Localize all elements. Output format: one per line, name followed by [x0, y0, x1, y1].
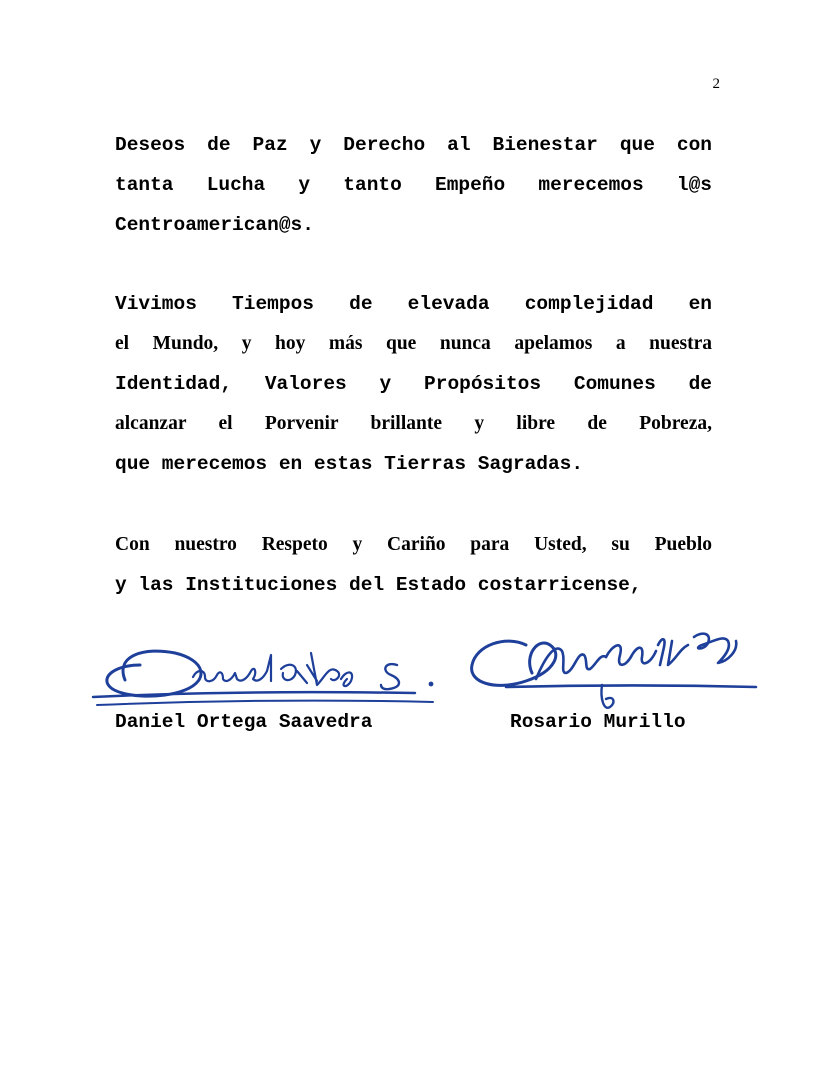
signature-daniel-ortega [85, 635, 445, 715]
paragraph-line: Deseos de Paz y Derecho al Bienestar que con [115, 134, 712, 156]
paragraph-line: que merecemos en estas Tierras Sagradas. [115, 453, 584, 475]
paragraph-line: el Mundo, y hoy más que nunca apelamos a nuestra [115, 333, 712, 354]
signatory-name-2: Rosario Murillo [510, 711, 686, 733]
paragraph-line: Centroamerican@s. [115, 214, 314, 236]
page-number: 2 [712, 76, 720, 92]
paragraph-line: Con nuestro Respeto y Cariño para Usted, su Pueblo [115, 534, 712, 555]
signature-rosario-murillo [466, 615, 766, 715]
paragraph-line: tanta Lucha y tanto Empeño merecemos l@s [115, 174, 712, 196]
paragraph-line: Identidad, Valores y Propósitos Comunes de [115, 373, 712, 395]
signatory-name-1: Daniel Ortega Saavedra [115, 711, 373, 733]
paragraph-line: alcanzar el Porvenir brillante y libre de Pobreza, [115, 413, 712, 434]
paragraph-line: y las Instituciones del Estado costarricense, [115, 574, 642, 596]
paragraph-line: Vivimos Tiempos de elevada complejidad en [115, 293, 712, 315]
